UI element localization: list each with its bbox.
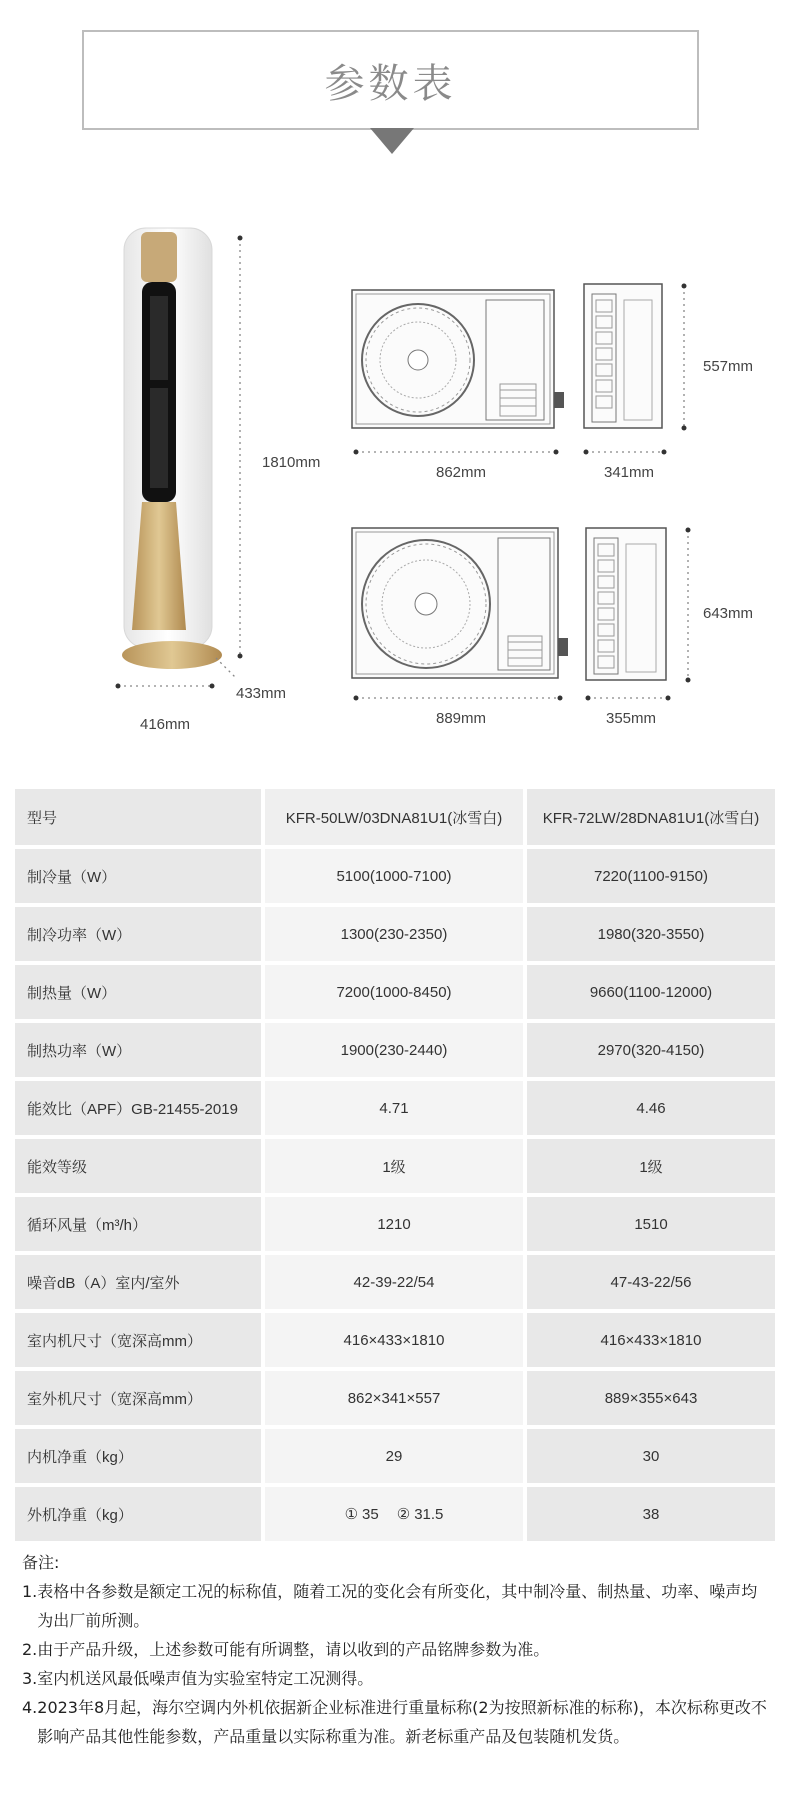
note-text: 室内机送风最低噪声值为实验室特定工况测得。 [37, 1669, 374, 1688]
row-value-model2: 1级 [527, 1139, 775, 1193]
row-label: 外机净重（kg） [15, 1487, 261, 1541]
row-value-model2: 30 [527, 1429, 775, 1483]
row-value-model2: 47-43-22/56 [527, 1255, 775, 1309]
note-text: 2023年8月起，海尔空调内外机依据新企业标准进行重量标称(2为按照新标准的标称)，本次标称更改不影响产品其他性能参数，产品重量以实际称重为准。新老标重产品及包装随机发货。 [37, 1698, 767, 1746]
row-label: 室内机尺寸（宽深高mm） [15, 1313, 261, 1367]
table-row [15, 849, 775, 903]
title-banner [82, 30, 699, 130]
outdoor-unit-1-front-image [352, 290, 564, 428]
weight-value-b: 31.5 [414, 1505, 444, 1523]
row-value-model2: 7220(1100-9150) [527, 849, 775, 903]
note-item [22, 1635, 772, 1664]
indoor-depth-label: 433mm [236, 685, 287, 702]
row-label: 能效比（APF）GB-21455-2019 [15, 1081, 261, 1135]
row-value-model1: 1级 [265, 1139, 523, 1193]
row-value-model1: 4.71 [265, 1081, 523, 1135]
table-row [15, 1313, 775, 1367]
indoor-width-label: 416mm [140, 716, 191, 733]
row-value-model1: 42-39-22/54 [265, 1255, 523, 1309]
indoor-height-label: 1810mm [262, 454, 321, 471]
marker-1: ① [344, 1506, 359, 1523]
outdoor1-height-label: 557mm [703, 358, 754, 375]
header-model1-cell: KFR-50LW/03DNA81U1(冰雪白) [265, 789, 523, 845]
table-header-row [15, 789, 775, 845]
note-number: 4. [22, 1698, 38, 1717]
row-value-model2: 1980(320-3550) [527, 907, 775, 961]
row-value-model2: 889×355×643 [527, 1371, 775, 1425]
marker-2: ② [396, 1506, 411, 1523]
row-value-model2: 1510 [527, 1197, 775, 1251]
note-text: 表格中各参数是额定工况的标称值，随着工况的变化会有所变化，其中制冷量、制热量、功率、噪声均为出厂前所测。 [37, 1582, 758, 1630]
table-row [15, 1429, 775, 1483]
table-row [15, 1023, 775, 1077]
row-value-model1: 1210 [265, 1197, 523, 1251]
row-value-model2: 4.46 [527, 1081, 775, 1135]
table-row [15, 907, 775, 961]
outdoor1-width-label: 862mm [436, 464, 487, 481]
outdoor1-depth-label: 341mm [604, 464, 655, 481]
weight-value-a: 35 [362, 1505, 379, 1523]
note-item [22, 1693, 772, 1751]
product-diagram [0, 200, 790, 740]
outdoor2-height-label: 643mm [703, 605, 754, 622]
row-value-model1: 862×341×557 [265, 1371, 523, 1425]
table-row [15, 1487, 775, 1541]
row-value-model1: 1300(230-2350) [265, 907, 523, 961]
table-row [15, 1197, 775, 1251]
table-row [15, 1081, 775, 1135]
outdoor2-width-label: 889mm [436, 710, 487, 727]
row-value-model1: 7200(1000-8450) [265, 965, 523, 1019]
outdoor-unit-2-front-image [352, 528, 568, 678]
table-row [15, 1255, 775, 1309]
row-value-model1: 29 [265, 1429, 523, 1483]
row-value-model1: 5100(1000-7100) [265, 849, 523, 903]
outdoor-unit-2-side-image [586, 528, 666, 680]
row-value-model2: 2970(320-4150) [527, 1023, 775, 1077]
note-item [22, 1664, 772, 1693]
note-number: 3. [22, 1669, 38, 1688]
row-label: 室外机尺寸（宽深高mm） [15, 1371, 261, 1425]
note-item [22, 1577, 772, 1635]
header-label-cell: 型号 [15, 789, 261, 845]
header-model2-cell: KFR-72LW/28DNA81U1(冰雪白) [527, 789, 775, 845]
note-number: 2. [22, 1640, 38, 1659]
outdoor-unit-1-side-image [584, 284, 662, 428]
row-value-model1 [265, 1487, 523, 1541]
outdoor2-depth-label: 355mm [606, 710, 657, 727]
page-title: 参数表 [324, 60, 457, 107]
indoor-unit-image [122, 228, 222, 669]
table-row [15, 1139, 775, 1193]
note-number: 1. [22, 1582, 38, 1601]
note-text: 由于产品升级，上述参数可能有所调整，请以收到的产品铭牌参数为准。 [37, 1640, 550, 1659]
row-label: 噪音dB（A）室内/室外 [15, 1255, 261, 1309]
row-value-model2: 38 [527, 1487, 775, 1541]
row-label: 制冷功率（W） [15, 907, 261, 961]
row-label: 制冷量（W） [15, 849, 261, 903]
down-arrow-icon [370, 128, 414, 154]
row-label: 能效等级 [15, 1139, 261, 1193]
row-value-model2: 9660(1100-12000) [527, 965, 775, 1019]
table-row [15, 965, 775, 1019]
row-label: 内机净重（kg） [15, 1429, 261, 1483]
row-value-model1: 1900(230-2440) [265, 1023, 523, 1077]
spec-table [15, 789, 775, 1545]
row-label: 循环风量（m³/h） [15, 1197, 261, 1251]
row-label: 制热量（W） [15, 965, 261, 1019]
row-label: 制热功率（W） [15, 1023, 261, 1077]
row-value-model2: 416×433×1810 [527, 1313, 775, 1367]
table-row [15, 1371, 775, 1425]
notes-title: 备注: [22, 1553, 60, 1572]
row-value-model1: 416×433×1810 [265, 1313, 523, 1367]
notes-section [22, 1548, 772, 1751]
